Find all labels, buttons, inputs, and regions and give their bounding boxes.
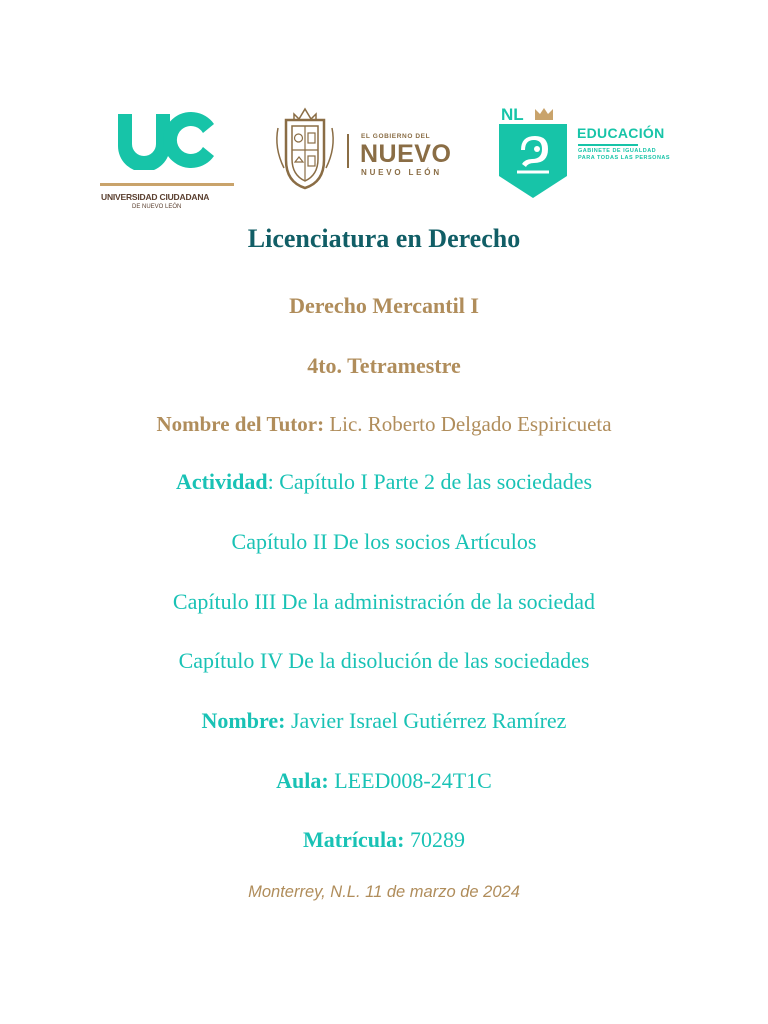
uc-name: UNIVERSIDAD CIUDADANA [101, 192, 210, 202]
student-name-value: Javier Israel Gutiérrez Ramírez [285, 708, 567, 733]
gobierno-small-text: EL GOBIERNO DEL [361, 133, 431, 140]
educacion-title: EDUCACIÓN [577, 125, 665, 141]
logo-bar [0, 100, 768, 210]
gobierno-sub-text: NUEVO LEÓN [361, 168, 442, 177]
gobierno-big-text: NUEVO [360, 140, 452, 168]
nl-educacion-logo [499, 104, 699, 198]
tutor-line [0, 412, 768, 437]
tutor-label: Nombre del Tutor: [156, 412, 325, 436]
place-date: Monterrey, N.L. 11 de marzo de 2024 [248, 883, 520, 901]
room-line [0, 768, 768, 794]
uc-underline [100, 183, 234, 186]
chapter-2: Capítulo II De los socios Artículos [231, 529, 537, 554]
tutor-value: Lic. Roberto Delgado Espiricueta [324, 412, 612, 436]
student-id-label: Matrícula: [303, 827, 405, 852]
uc-state: DE NUEVO LEÓN [132, 204, 182, 210]
room-label: Aula: [276, 768, 329, 793]
student-name-line [0, 708, 768, 734]
room-value: LEED008-24T1C [328, 768, 492, 793]
uc-logo [100, 114, 235, 210]
svg-text:NL: NL [501, 105, 524, 124]
uc-logo-mark [116, 110, 216, 170]
chapter-3: Capítulo III De la administración de la sociedad [172, 589, 596, 614]
chapter-4: Capítulo IV De la disolución de las sociedades [178, 648, 590, 673]
coat-of-arms-icon [272, 102, 338, 190]
gobierno-logo [272, 102, 467, 192]
nl-shield-icon [499, 104, 567, 198]
student-id-line [0, 827, 768, 853]
term-title: 4to. Tetramestre [307, 353, 461, 378]
subject-title: Derecho Mercantil I [289, 293, 479, 318]
activity-value: : Capítulo I Parte 2 de las sociedades [267, 469, 593, 494]
activity-line [0, 469, 768, 495]
gobierno-divider [347, 134, 349, 168]
student-name-label: Nombre: [201, 708, 286, 733]
student-id-value: 70289 [404, 827, 465, 852]
degree-title: Licenciatura en Derecho [247, 224, 521, 253]
educacion-underline [578, 144, 638, 146]
educacion-subtitle-2: PARA TODAS LAS PERSONAS [578, 155, 671, 161]
activity-label: Actividad [175, 469, 268, 494]
educacion-subtitle-1: GABINETE DE IGUALDAD [578, 148, 657, 154]
